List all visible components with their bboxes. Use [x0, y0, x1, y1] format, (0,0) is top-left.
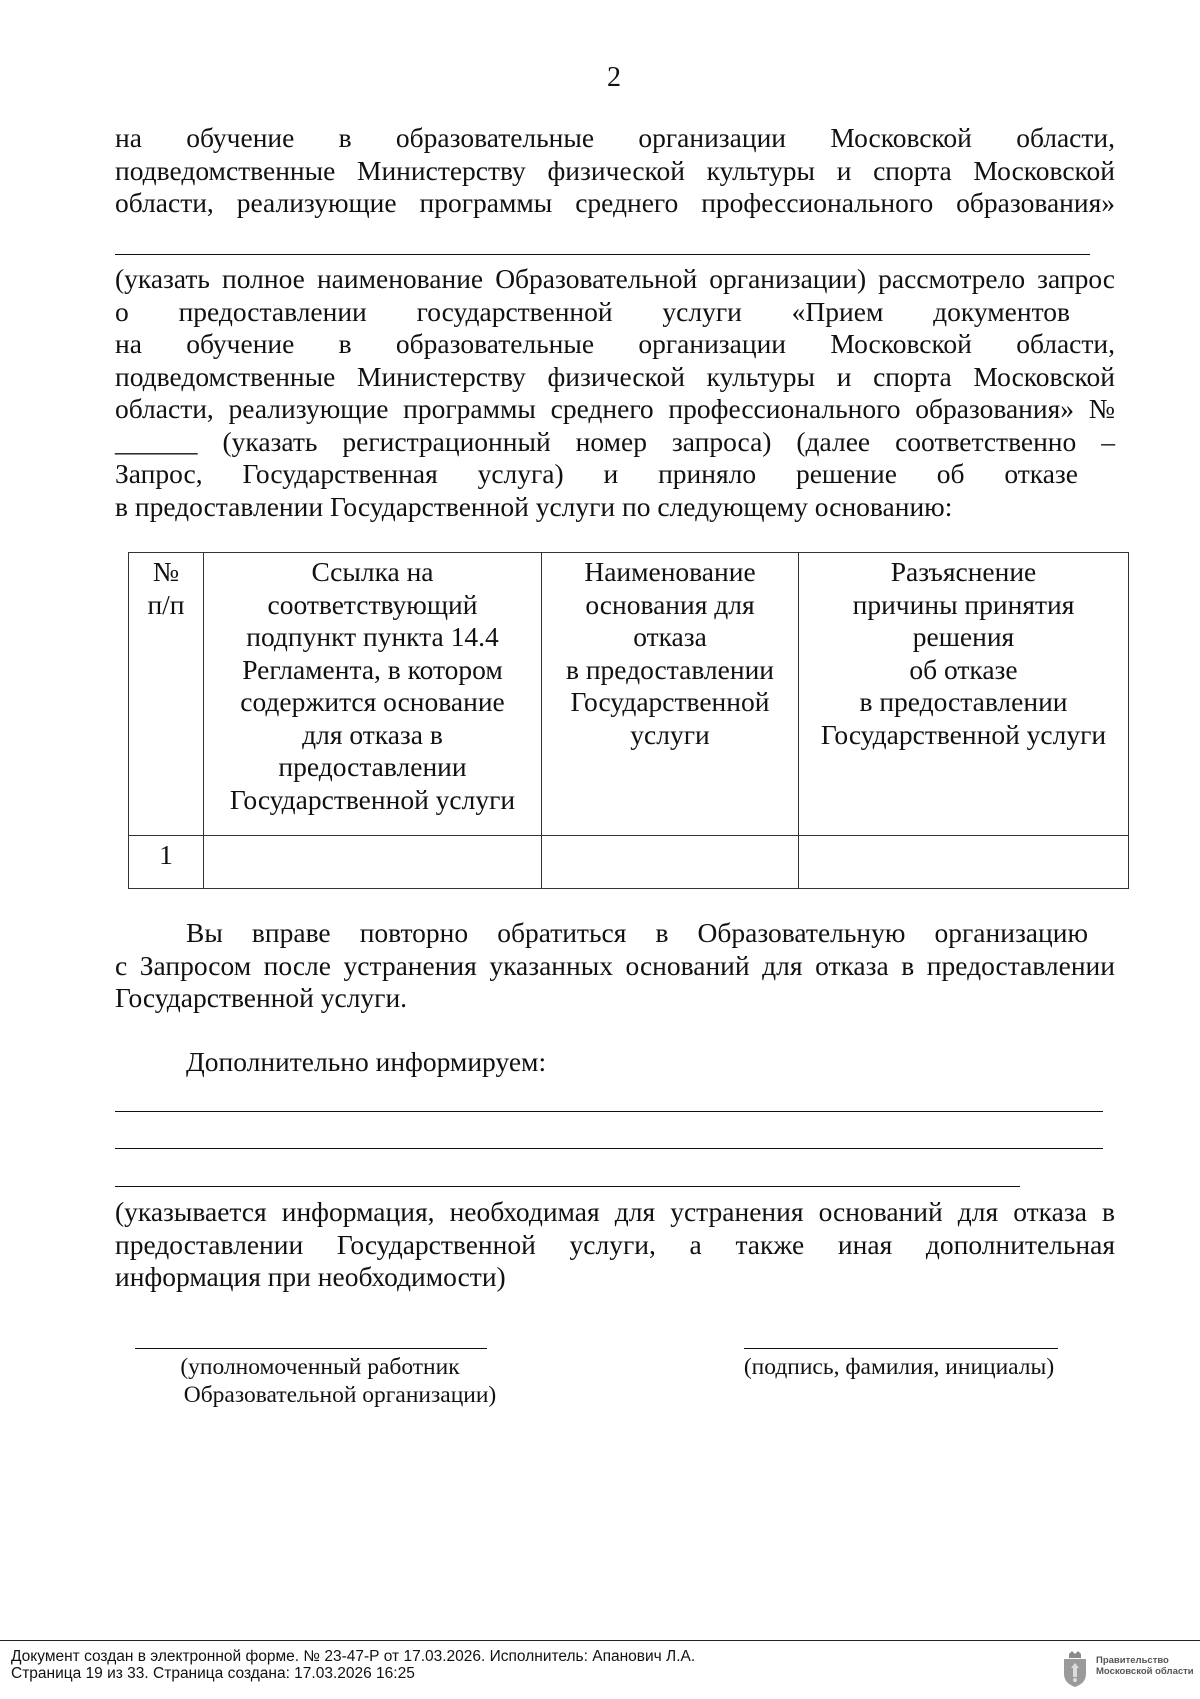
signature-left-label-line-2: Образовательной организации): [183, 1382, 497, 1408]
additional-info-blank-line-1: [115, 1111, 1103, 1112]
body-line-2: о предоставлении государственной услуги «Прием документов: [115, 295, 1070, 327]
signature-left-blank-line: [135, 1348, 487, 1349]
body-line-7: Запрос, Государственная услуга) и приняло решение об отказе: [115, 458, 1078, 489]
retry-line-3: Государственной услуги.: [115, 982, 408, 1013]
retry-line-2: с Запросом после устранения указанных оснований для отказа в предоставлении: [115, 949, 1115, 981]
footer-text: [11, 1648, 695, 1682]
moscow-region-coat-of-arms-icon: [1060, 1650, 1090, 1688]
body-line-8: в предоставлении Государственной услуги по следующему основанию:: [115, 490, 953, 522]
row-number-cell: 1: [129, 836, 204, 889]
signature-left-label-line-1: (уполномоченный работник: [180, 1354, 460, 1380]
refusal-reasons-table: [128, 552, 1129, 889]
row-reference-cell: [204, 836, 542, 889]
row-explanation-cell: [799, 836, 1129, 889]
additional-info-blank-line-3: [115, 1186, 1020, 1187]
header-refusal-explanation: Разъяснение причины принятия решения об отказе в предоставлении Государственной услуги: [799, 553, 1129, 836]
body-line-3: на обучение в образовательные организации Московской области,: [115, 328, 1115, 359]
intro-line-2: подведомственные Министерству физической культуры и спорта Московской: [115, 154, 1115, 186]
body-line-5: области, реализующие программы среднего профессионального образования» №: [115, 393, 1115, 424]
table-row: [129, 836, 1129, 889]
footer-org-line-2: Московской области: [1096, 1666, 1194, 1677]
document-footer: [0, 1640, 1200, 1699]
note-line-3: информация при необходимости): [115, 1261, 506, 1292]
note-line-1: (указывается информация, необходимая для устранения оснований для отказа в: [115, 1196, 1115, 1227]
note-line-2: предоставлении Государственной услуги, а также иная дополнительная: [115, 1228, 1115, 1260]
signature-right-label: (подпись, фамилия, инициалы): [743, 1354, 1055, 1380]
footer-organization: [1096, 1655, 1194, 1677]
retry-line-1: Вы вправе повторно обратиться в Образовательную организацию: [186, 917, 1088, 948]
header-number: № п/п: [129, 553, 204, 836]
signature-right-blank-line: [744, 1348, 1058, 1349]
body-line-4: подведомственные Министерству физической культуры и спорта Московской: [115, 360, 1115, 392]
table-header-row: [129, 553, 1129, 836]
page-number: 2: [607, 62, 621, 93]
body-line-1: (указать полное наименование Образовательной организации) рассмотрело запрос: [115, 263, 1115, 294]
organization-name-blank-line: [115, 254, 1090, 255]
body-line-6: ______ (указать регистрационный номер запроса) (далее соответственно –: [115, 425, 1115, 457]
row-ground-cell: [542, 836, 799, 889]
footer-org-line-1: Правительство: [1096, 1655, 1169, 1666]
additional-info-blank-line-2: [115, 1148, 1103, 1149]
additional-info-label: Дополнительно информируем:: [186, 1046, 547, 1077]
intro-line-1: на обучение в образовательные организации Московской области,: [115, 122, 1115, 153]
intro-line-3: области, реализующие программы среднего профессионального образования»: [115, 187, 1115, 218]
header-refusal-ground-name: Наименование основания для отказа в предоставлении Государственной услуги: [542, 553, 799, 836]
footer-line-1: Документ создан в электронной форме. № 23-47-Р от 17.03.2026. Исполнитель: Апанович Л.А.: [11, 1648, 696, 1665]
footer-line-2: Страница 19 из 33. Страница создана: 17.03.2026 16:25: [11, 1665, 415, 1682]
header-regulation-reference: Ссылка на соответствующий подпункт пункта 14.4 Регламента, в котором содержится основание для отказа в предоставлении Государственной услуги: [204, 553, 542, 836]
